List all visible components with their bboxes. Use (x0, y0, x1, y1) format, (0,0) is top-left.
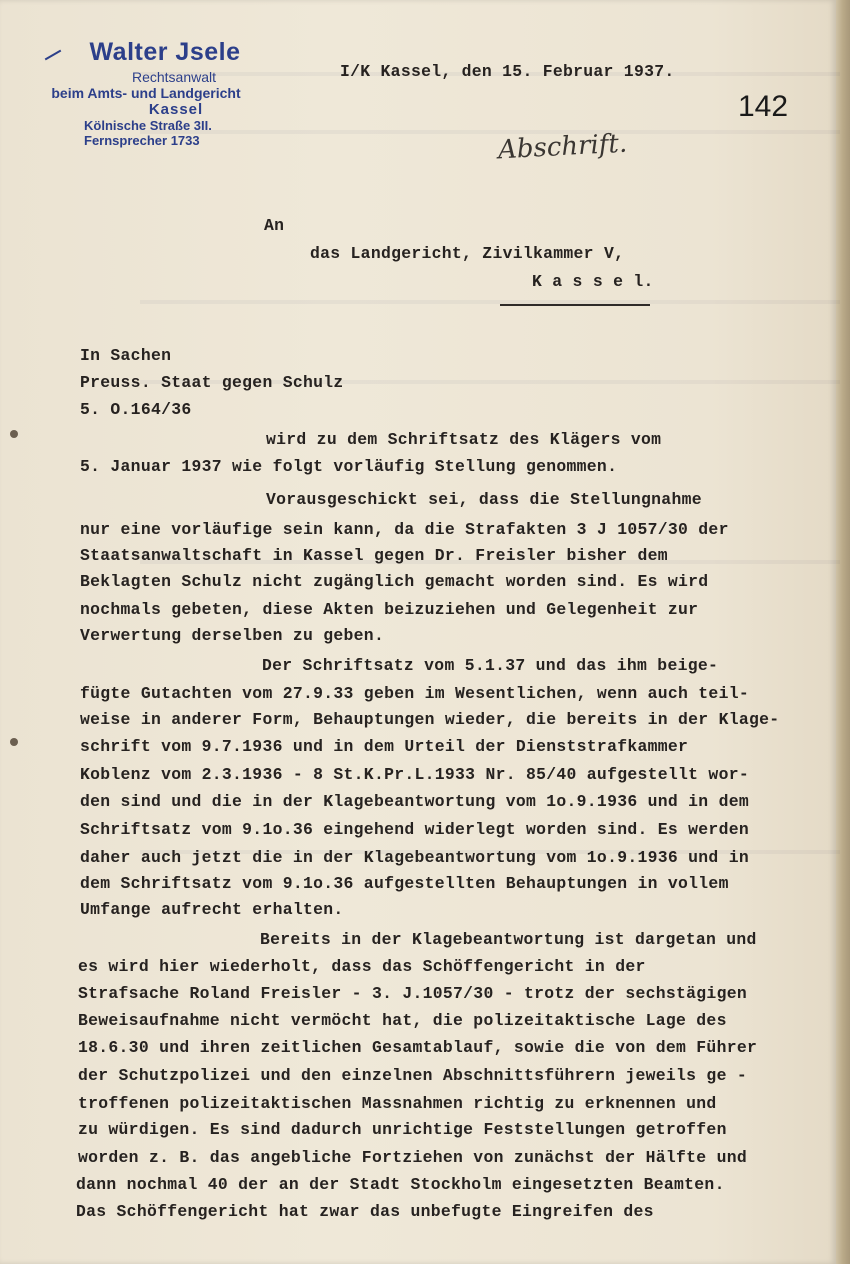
body-line: Strafsache Roland Freisler - 3. J.1057/30 - trotz der sechstägigen (78, 984, 747, 1003)
punch-hole (10, 738, 18, 746)
address-city: K a s s e l. (532, 272, 654, 291)
body-line: nur eine vorläufige sein kann, da die Strafakten 3 J 1057/30 der (80, 520, 729, 539)
body-line: den sind und die in der Klagebeantwortung vom 1o.9.1936 und in dem (80, 792, 749, 811)
address-recipient: das Landgericht, Zivilkammer V, (310, 244, 625, 263)
stamp-city: Kassel (148, 101, 204, 118)
letterhead-stamp (36, 38, 276, 148)
body-line: Beweisaufnahme nicht vermöcht hat, die polizeitaktische Lage des (78, 1011, 727, 1030)
body-line: dann nochmal 40 der an der Stadt Stockholm eingesetzten Beamten. (76, 1175, 725, 1194)
body-line: worden z. B. das angebliche Fortziehen von zunächst der Hälfte und (78, 1148, 747, 1167)
body-line: nochmals gebeten, diese Akten beizuziehen und Gelegenheit zur (80, 600, 699, 619)
address-underline (500, 304, 650, 306)
body-line: Koblenz vom 2.3.1936 - 8 St.K.Pr.L.1933 Nr. 85/40 aufgestellt wor- (80, 765, 749, 784)
body-line: troffenen polizeitaktischen Massnahmen richtig zu erknennen und (78, 1094, 717, 1113)
body-line: Staatsanwaltschaft in Kassel gegen Dr. Freisler bisher dem (80, 546, 668, 565)
body-line: Bereits in der Klagebeantwortung ist dargetan und (260, 930, 757, 949)
body-line: Umfange aufrecht erhalten. (80, 900, 344, 919)
body-line: 18.6.30 und ihren zeitlichen Gesamtablauf, sowie die von dem Führer (78, 1038, 758, 1057)
body-line: Der Schriftsatz vom 5.1.37 und das ihm beige- (262, 656, 719, 675)
body-line: Vorausgeschickt sei, dass die Stellungnahme (266, 490, 702, 509)
stamp-street: Kölnische Straße 3II. (84, 118, 212, 133)
body-line: schrift vom 9.7.1936 und in dem Urteil der Dienststrafkammer (80, 737, 689, 756)
body-line: wird zu dem Schriftsatz des Klägers vom (266, 430, 662, 449)
body-line: daher auch jetzt die in der Klagebeantwortung vom 1o.9.1936 und in (80, 848, 749, 867)
body-line: Verwertung derselben zu geben. (80, 626, 385, 645)
stamp-court: beim Amts- und Landgericht (51, 85, 241, 101)
page-edge (836, 0, 850, 1264)
stamp-title: Rechtsanwalt (131, 69, 217, 85)
body-line: dem Schriftsatz vom 9.1o.36 aufgestellten Behauptungen in vollem (80, 874, 729, 893)
body-line: 5. Januar 1937 wie folgt vorläufig Stellung genommen. (80, 457, 618, 476)
body-line: zu würdigen. Es sind dadurch unrichtige Feststellungen getroffen (78, 1120, 727, 1139)
punch-hole (10, 430, 18, 438)
case-file-no: 5. O.164/36 (80, 400, 192, 419)
body-line: fügte Gutachten vom 27.9.33 geben im Wesentlichen, wenn auch teil- (80, 684, 749, 703)
address-an: An (264, 216, 285, 235)
date-line: I/K Kassel, den 15. Februar 1937. (340, 62, 675, 81)
body-line: weise in anderer Form, Behauptungen wieder, die bereits in der Klage- (80, 710, 780, 729)
case-in-sachen: In Sachen (80, 346, 172, 365)
page-number: 142 (738, 90, 789, 123)
body-line: Das Schöffengericht hat zwar das unbefugte Eingreifen des (76, 1202, 654, 1221)
body-line: Beklagten Schulz nicht zugänglich gemacht worden sind. Es wird (80, 572, 709, 591)
body-line: Schriftsatz vom 9.1o.36 eingehend widerlegt worden sind. Es werden (80, 820, 749, 839)
stamp-phone: Fernsprecher 1733 (84, 133, 200, 148)
handwritten-note: Abschrift. (497, 128, 628, 166)
body-line: der Schutzpolizei und den einzelnen Abschnittsführern jeweils ge - (78, 1066, 747, 1085)
stamp-name: Walter Jsele (89, 38, 241, 66)
body-line: es wird hier wiederholt, dass das Schöffengericht in der (78, 957, 646, 976)
case-parties: Preuss. Staat gegen Schulz (80, 373, 344, 392)
